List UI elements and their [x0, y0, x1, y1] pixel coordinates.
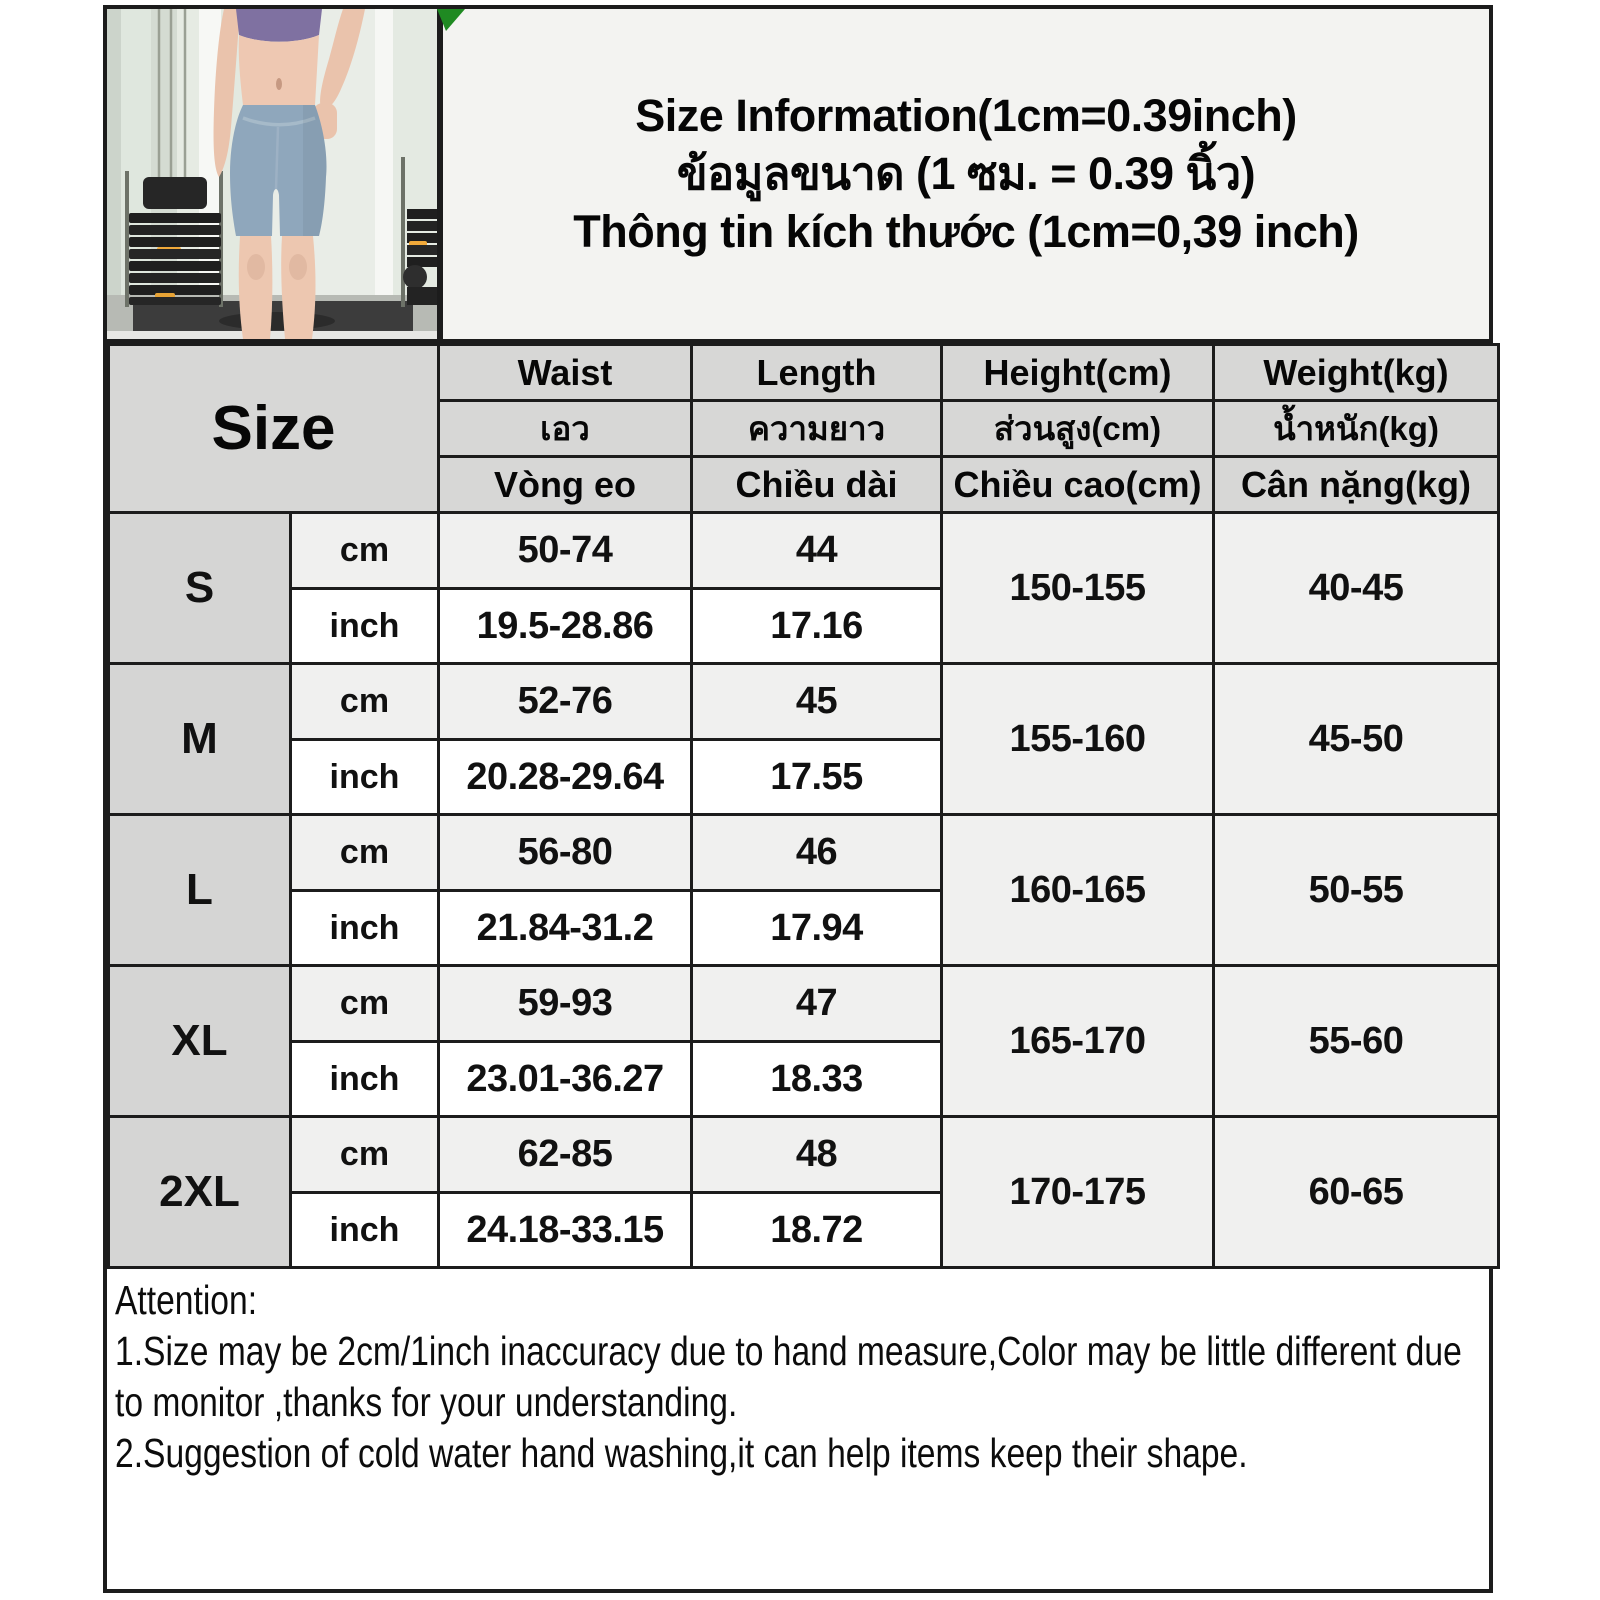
- height-value: 160-165: [942, 815, 1214, 966]
- unit-label-cm: cm: [291, 664, 439, 740]
- unit-label-cm: cm: [291, 966, 439, 1042]
- attention-heading: Attention:: [115, 1277, 258, 1323]
- waist-cm-value: 52-76: [439, 664, 692, 740]
- weight-value: 60-65: [1214, 1117, 1499, 1268]
- unit-label-inch: inch: [291, 1042, 439, 1117]
- col-header-weight-th: น้ำหนัก(kg): [1214, 401, 1499, 457]
- col-header-length-vi: Chiều dài: [692, 457, 942, 513]
- top-section: [107, 9, 1489, 343]
- waist-cm-value: 59-93: [439, 966, 692, 1042]
- length-inch-value: 17.55: [692, 740, 942, 815]
- green-corner-icon: [437, 9, 467, 31]
- title-thai: ข้อมูลขนาด (1 ซม. = 0.39 นิ้ว): [676, 148, 1256, 199]
- waist-inch-value: 21.84-31.2: [439, 891, 692, 966]
- table-row-m-cm: [109, 664, 1499, 740]
- size-label: XL: [109, 966, 291, 1117]
- col-header-height-en: Height(cm): [942, 345, 1214, 401]
- waist-cm-value: 56-80: [439, 815, 692, 891]
- waist-inch-value: 23.01-36.27: [439, 1042, 692, 1117]
- size-label: 2XL: [109, 1117, 291, 1268]
- attention-section: [107, 1269, 1489, 1589]
- table-row-xl-cm: [109, 966, 1499, 1042]
- waist-cm-value: 50-74: [439, 513, 692, 589]
- col-header-height-vi: Chiều cao(cm): [942, 457, 1214, 513]
- size-table: [107, 343, 1500, 1269]
- length-inch-value: 18.33: [692, 1042, 942, 1117]
- size-label: S: [109, 513, 291, 664]
- weight-value: 45-50: [1214, 664, 1499, 815]
- height-value: 165-170: [942, 966, 1214, 1117]
- unit-label-inch: inch: [291, 589, 439, 664]
- size-chart-page: [103, 5, 1493, 1593]
- unit-label-cm: cm: [291, 513, 439, 589]
- length-cm-value: 44: [692, 513, 942, 589]
- length-inch-value: 17.16: [692, 589, 942, 664]
- unit-label-cm: cm: [291, 1117, 439, 1193]
- table-row-2xl-cm: [109, 1117, 1499, 1193]
- height-value: 155-160: [942, 664, 1214, 815]
- col-header-weight-vi: Cân nặng(kg): [1214, 457, 1499, 513]
- table-row-s-cm: [109, 513, 1499, 589]
- product-photo: [107, 9, 443, 339]
- title-box: [443, 9, 1489, 339]
- title-english: Size Information(1cm=0.39inch): [635, 90, 1297, 141]
- col-header-size: Size: [109, 345, 439, 513]
- length-cm-value: 46: [692, 815, 942, 891]
- purple-top: [236, 9, 322, 42]
- weight-value: 40-45: [1214, 513, 1499, 664]
- col-header-waist-vi: Vòng eo: [439, 457, 692, 513]
- length-cm-value: 47: [692, 966, 942, 1042]
- length-cm-value: 45: [692, 664, 942, 740]
- unit-label-inch: inch: [291, 1193, 439, 1268]
- col-header-weight-en: Weight(kg): [1214, 345, 1499, 401]
- weight-value: 55-60: [1214, 966, 1499, 1117]
- attention-note-1: 1.Size may be 2cm/1inch inaccuracy due to hand measure,Color may be little different due to monitor ,thanks for your understanding.: [115, 1328, 1462, 1425]
- height-value: 170-175: [942, 1117, 1214, 1268]
- col-header-length-th: ความยาว: [692, 401, 942, 457]
- size-label: M: [109, 664, 291, 815]
- table-row-l-cm: [109, 815, 1499, 891]
- col-header-waist-th: เอว: [439, 401, 692, 457]
- waist-inch-value: 20.28-29.64: [439, 740, 692, 815]
- length-inch-value: 17.94: [692, 891, 942, 966]
- length-cm-value: 48: [692, 1117, 942, 1193]
- col-header-length-en: Length: [692, 345, 942, 401]
- unit-label-inch: inch: [291, 891, 439, 966]
- col-header-waist-en: Waist: [439, 345, 692, 401]
- length-inch-value: 18.72: [692, 1193, 942, 1268]
- waist-inch-value: 19.5-28.86: [439, 589, 692, 664]
- attention-note-2: 2.Suggestion of cold water hand washing,it can help items keep their shape.: [115, 1430, 1248, 1476]
- title-vietnamese: Thông tin kích thước (1cm=0,39 inch): [573, 206, 1359, 257]
- col-header-height-th: ส่วนสูง(cm): [942, 401, 1214, 457]
- waist-inch-value: 24.18-33.15: [439, 1193, 692, 1268]
- unit-label-cm: cm: [291, 815, 439, 891]
- waist-cm-value: 62-85: [439, 1117, 692, 1193]
- height-value: 150-155: [942, 513, 1214, 664]
- gym-scene-illustration: [107, 9, 437, 339]
- size-label: L: [109, 815, 291, 966]
- weight-value: 50-55: [1214, 815, 1499, 966]
- unit-label-inch: inch: [291, 740, 439, 815]
